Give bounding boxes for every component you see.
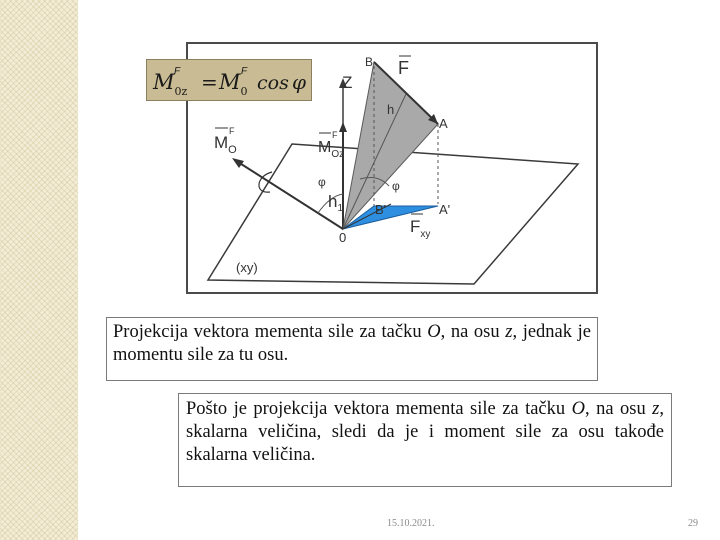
label-moz-sup: F xyxy=(332,130,338,140)
slide-date: 15.10.2021. xyxy=(387,518,435,529)
label-b: B xyxy=(365,55,374,69)
label-a: A xyxy=(439,116,448,131)
label-mo-sup: F xyxy=(229,126,235,136)
decorative-side-strip xyxy=(0,0,78,540)
label-b-prime: B' xyxy=(375,202,387,217)
label-fxy: $F_{xy}$ xyxy=(410,217,431,240)
label-mo: $M_O$ xyxy=(214,133,237,156)
svg-text:F: F xyxy=(241,66,248,77)
label-z: Z xyxy=(342,73,353,92)
svg-text:M0z: $M_{0z}$ xyxy=(153,70,188,98)
label-origin: 0 xyxy=(339,230,347,245)
label-xy-plane: (xy) xyxy=(236,260,258,275)
svg-text:=: = xyxy=(201,70,218,94)
moment-oz-arrowhead xyxy=(339,122,347,132)
svg-text:F: F xyxy=(174,66,181,77)
formula-box xyxy=(146,59,312,101)
label-phi-1: φ xyxy=(318,175,326,189)
moment-formula xyxy=(147,60,313,102)
caption-projection-statement: Projekcija vektora mementa sile za tačku O, na osu z, jednak je momentu sile za tu osu. xyxy=(106,317,598,381)
svg-text:cos: cos xyxy=(257,72,289,94)
label-h1: $h_1$ xyxy=(328,192,344,214)
label-phi-2: φ xyxy=(392,179,400,193)
slide-page-number: 29 xyxy=(688,518,698,529)
label-a-prime: A' xyxy=(439,202,451,217)
svg-text:φ: φ xyxy=(292,70,307,94)
label-moz: $M_{Oz}$ xyxy=(318,139,345,160)
label-f: F xyxy=(398,58,409,78)
label-h: h xyxy=(387,102,395,117)
moment-o-arrowhead xyxy=(232,158,244,168)
caption-scalar-statement: Pošto je projekcija vektora mementa sile za tačku O, na osu z, skalarna veličina, sledi da je i moment sile za osu takođe skalarna veličina. xyxy=(178,393,672,487)
svg-text:M0: $M_0$ xyxy=(219,70,248,98)
